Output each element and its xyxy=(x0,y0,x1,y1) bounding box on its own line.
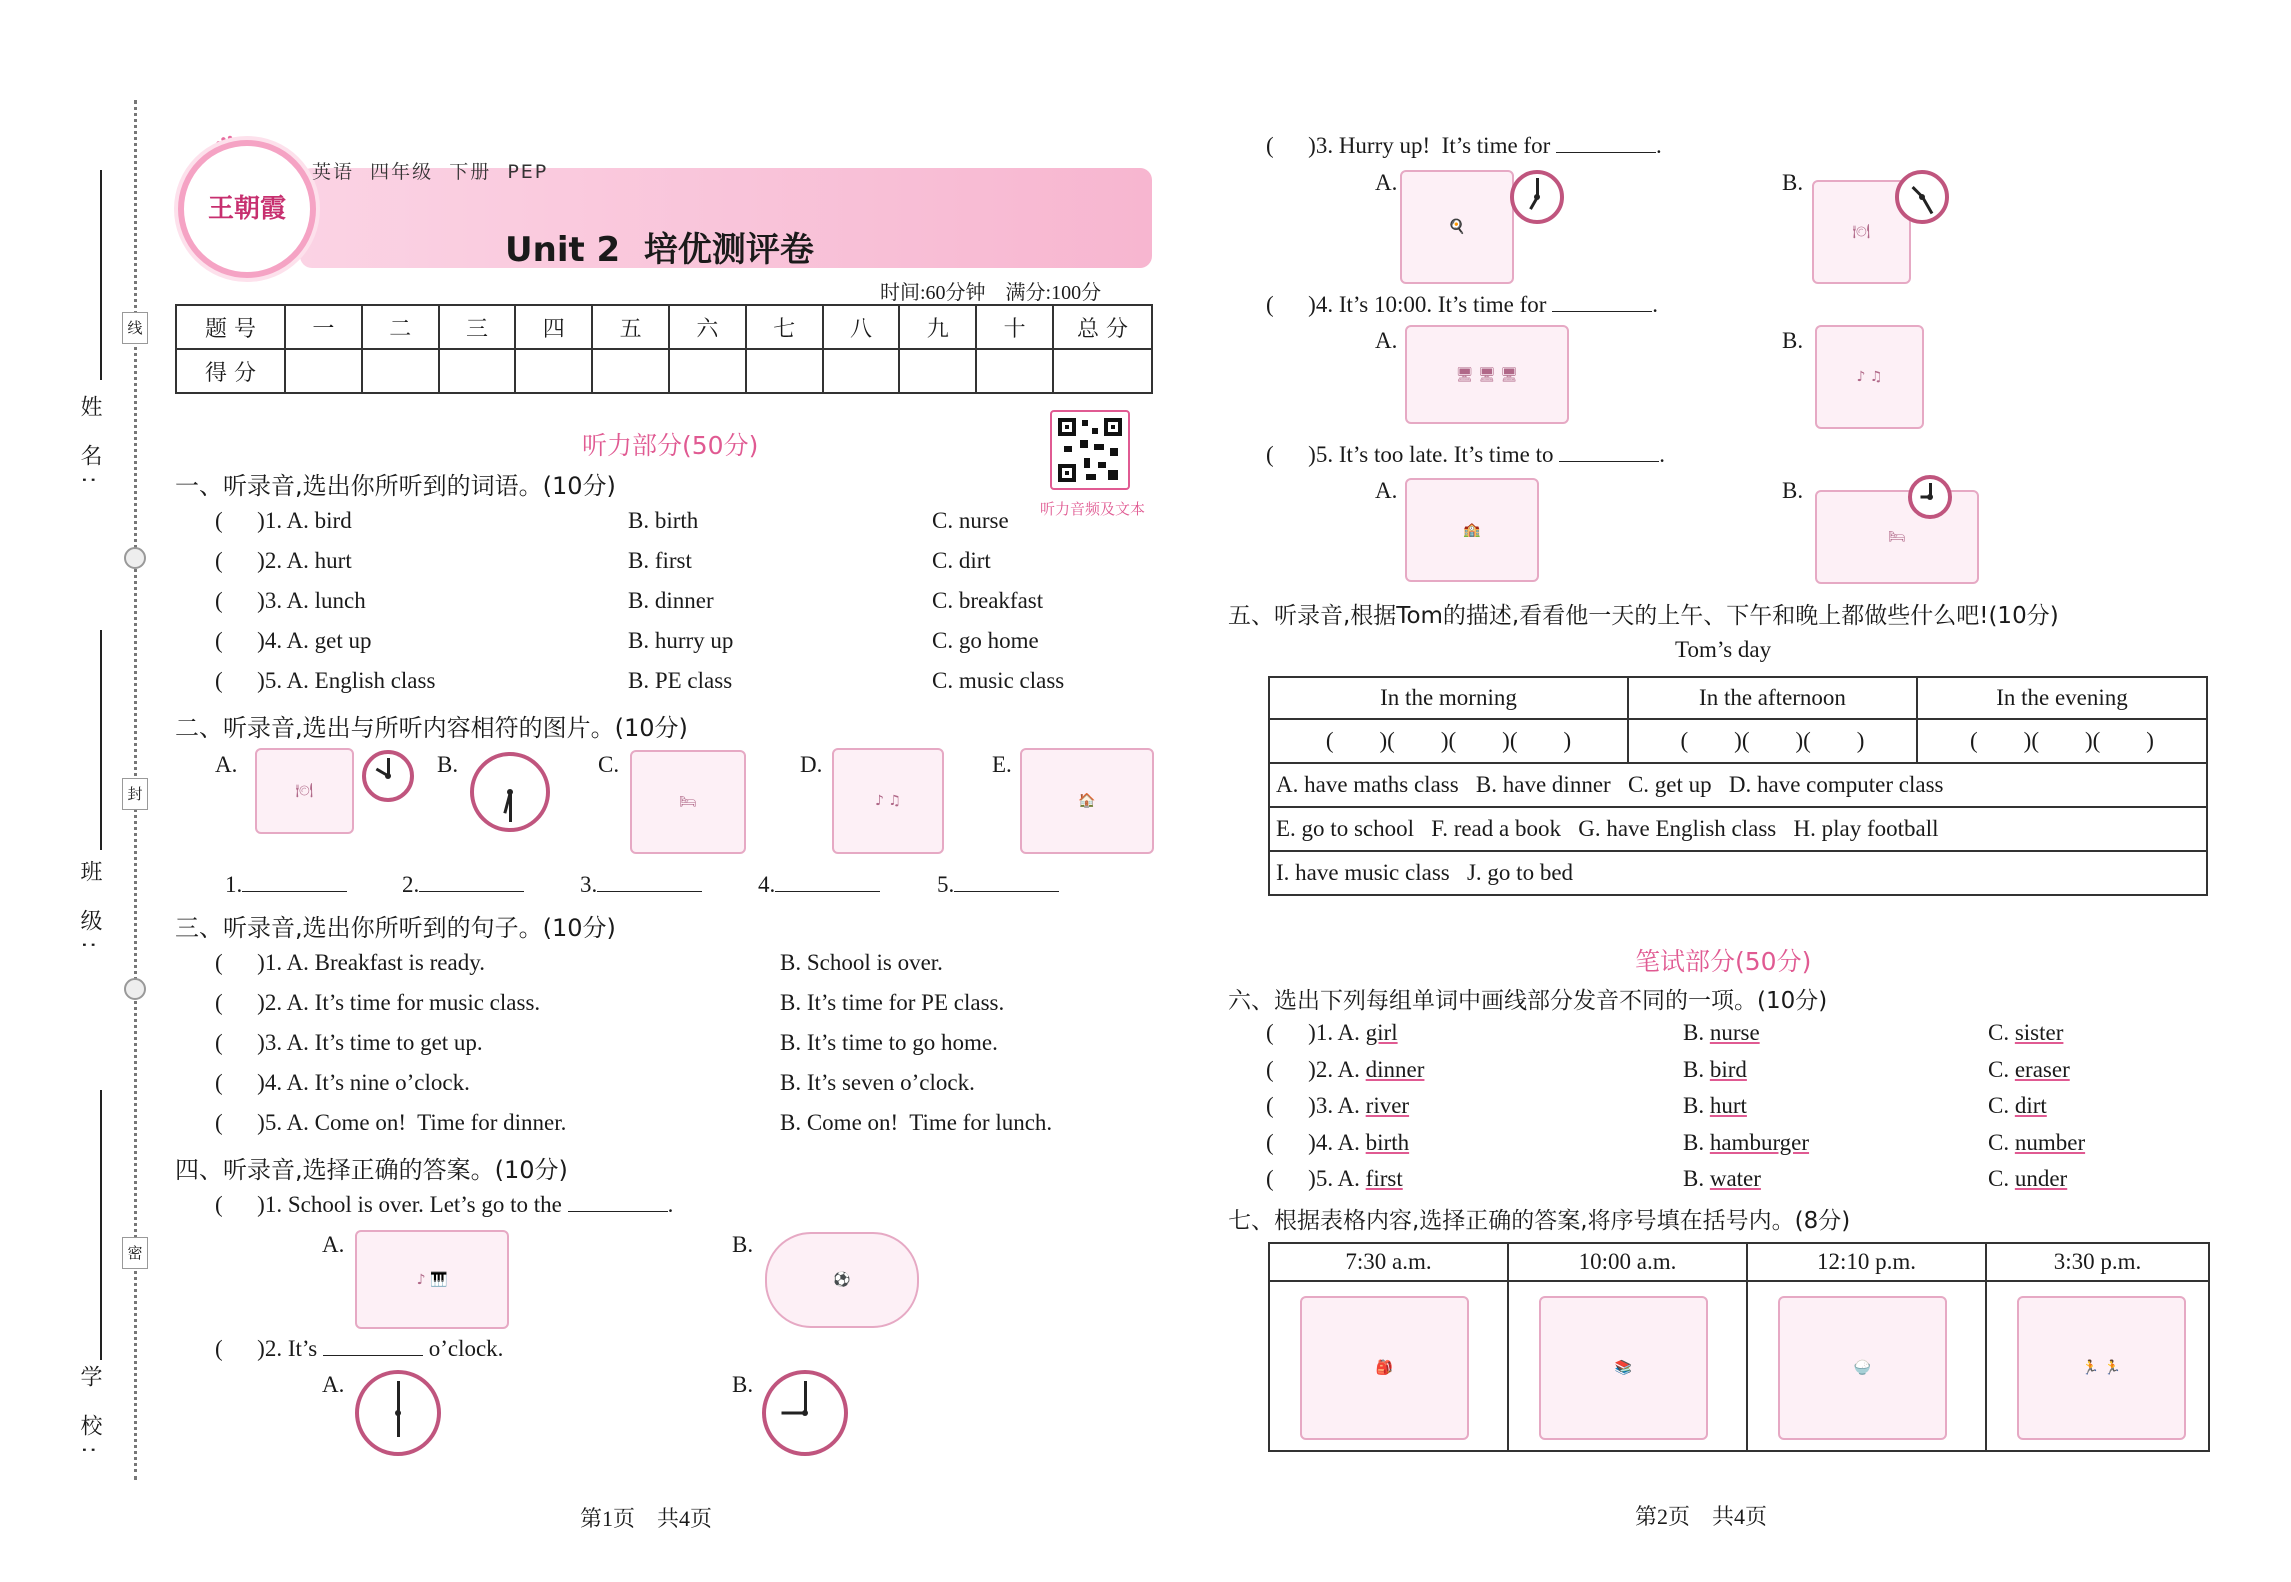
picture-boy-lunch: 🍚 xyxy=(1778,1296,1947,1440)
s5-caption: Tom’s day xyxy=(1675,637,1772,662)
name-label: 姓 名: xyxy=(77,395,102,494)
clock-icon xyxy=(762,1370,848,1456)
clock-icon xyxy=(355,1370,441,1456)
s1-option: B. PE class xyxy=(628,668,733,693)
seal-mark-feng: 封 xyxy=(122,778,148,810)
section-3-title: 三、听录音,选出你所听到的句子。(10分) xyxy=(175,914,616,942)
score-cell[interactable] xyxy=(439,349,516,393)
answer-afternoon[interactable]: ( )( )( ) xyxy=(1628,719,1917,763)
score-cell[interactable] xyxy=(515,349,592,393)
s4-q4: ( )4. It’s 10:00. It’s time for . xyxy=(1266,292,1658,317)
written-section-header: 笔试部分(50分) xyxy=(1635,947,1812,976)
score-cell[interactable] xyxy=(362,349,439,393)
s4-q5-b: B. xyxy=(1782,478,1804,503)
option-row: E. go to school F. read a book G. have English class H. play football xyxy=(1269,807,2207,851)
s2-blank: 2. xyxy=(402,872,524,898)
col-afternoon: In the afternoon xyxy=(1628,677,1917,719)
qr-frame[interactable] xyxy=(1050,410,1130,490)
s4-q5-a: A. xyxy=(1375,478,1398,503)
s6-item: ( )5. A. first xyxy=(1266,1166,1403,1191)
s2-blank: 1. xyxy=(225,872,347,898)
section-7-title: 七、根据表格内容,选择正确的答案,将序号填在括号内。(8分) xyxy=(1228,1208,1851,1234)
school-line xyxy=(100,1090,102,1360)
s3-option: B. It’s time for PE class. xyxy=(780,990,1005,1015)
answer-blank[interactable] xyxy=(419,891,524,892)
s4-q2: ( )2. It’s o’clock. xyxy=(215,1336,504,1361)
section-2-title: 二、听录音,选出与所听内容相符的图片。(10分) xyxy=(175,714,688,742)
section-1-title: 一、听录音,选出你所听到的词语。(10分) xyxy=(175,472,616,500)
class-label: 班 级: xyxy=(77,860,102,959)
score-cell[interactable] xyxy=(285,349,362,393)
s6-option: C. number xyxy=(1988,1130,2086,1155)
picture-kids-running: 🏃 🏃 xyxy=(2017,1296,2186,1440)
s4-q5: ( )5. It’s too late. It’s time to . xyxy=(1266,442,1665,467)
score-cell[interactable] xyxy=(976,349,1053,393)
score-header: 总 分 xyxy=(1053,305,1152,349)
scene-cell xyxy=(1986,1281,2209,1451)
s6-item: ( )1. A. girl xyxy=(1266,1020,1398,1045)
s1-option: C. dirt xyxy=(932,548,991,573)
section-6-title: 六、选出下列每组单词中画线部分发音不同的一项。(10分) xyxy=(1228,988,1828,1014)
qr-caption: 听力音频及文本 xyxy=(1040,500,1146,518)
clock-icon xyxy=(1510,170,1564,224)
picture-music-blackboard: ♪ ♫ xyxy=(1815,325,1924,429)
score-row-label: 得 分 xyxy=(176,349,285,393)
s4-q1-a: A. xyxy=(322,1232,345,1257)
picture-boy-library: 📚 xyxy=(1539,1296,1708,1440)
picture-playground: ⚽ xyxy=(765,1232,919,1328)
qr-code-icon xyxy=(1058,418,1122,482)
binding-hole-icon xyxy=(124,978,146,1000)
toms-day-table xyxy=(1268,676,2208,896)
score-header: 五 xyxy=(592,305,669,349)
answer-morning[interactable]: ( )( )( )( ) xyxy=(1269,719,1628,763)
time-cell: 7:30 a.m. xyxy=(1269,1243,1508,1281)
answer-blank[interactable] xyxy=(242,891,347,892)
s1-option: C. go home xyxy=(932,628,1039,653)
s4-q2-b: B. xyxy=(732,1372,754,1397)
option-row: I. have music class J. go to bed xyxy=(1269,851,2207,895)
score-cell[interactable] xyxy=(823,349,900,393)
s2-option-label: C. xyxy=(598,752,620,777)
answer-blank[interactable] xyxy=(1556,152,1656,153)
answer-blank[interactable] xyxy=(775,891,880,892)
picture-boy-eating: 🍳 xyxy=(1400,170,1514,284)
s2-blank: 4. xyxy=(758,872,880,898)
s3-item: ( )1. A. Breakfast is ready. xyxy=(215,950,485,975)
s2-option-label: A. xyxy=(215,752,238,777)
score-header: 九 xyxy=(899,305,976,349)
s6-option: B. bird xyxy=(1683,1057,1747,1082)
page-number-2: 第2页 共4页 xyxy=(1635,1504,1768,1529)
s4-q3: ( )3. Hurry up! It’s time for . xyxy=(1266,133,1662,158)
picture-boy-to-school: 🎒 xyxy=(1300,1296,1469,1440)
answer-blank[interactable] xyxy=(568,1211,668,1212)
answer-evening[interactable]: ( )( )( ) xyxy=(1917,719,2207,763)
s3-option: B. Come on! Time for lunch. xyxy=(780,1110,1053,1135)
section-5-title: 五、听录音,根据Tom的描述,看看他一天的上午、下午和晚上都做些什么吧!(10分) xyxy=(1228,603,2059,629)
answer-blank[interactable] xyxy=(1552,311,1652,312)
score-header: 三 xyxy=(439,305,516,349)
picture-computer-class: 🖥 🖥 🖥 xyxy=(1405,325,1569,424)
s6-item: ( )2. A. dinner xyxy=(1266,1057,1425,1082)
score-cell[interactable] xyxy=(592,349,669,393)
s3-item: ( )3. A. It’s time to get up. xyxy=(215,1030,483,1055)
s3-item: ( )2. A. It’s time for music class. xyxy=(215,990,541,1015)
score-cell[interactable] xyxy=(1053,349,1152,393)
picture-music-class: ♪ ♫ xyxy=(832,748,944,854)
binding-hole-icon xyxy=(124,547,146,569)
time-cell: 10:00 a.m. xyxy=(1508,1243,1747,1281)
score-header: 四 xyxy=(515,305,592,349)
answer-blank[interactable] xyxy=(597,891,702,892)
s1-item: ( )5. A. English class xyxy=(215,668,436,693)
subject-tags: 英语 四年级 下册 PEP xyxy=(312,161,549,183)
s6-option: B. hamburger xyxy=(1683,1130,1810,1155)
s1-option: B. hurry up xyxy=(628,628,734,653)
brand-logo: 王朝霞 xyxy=(178,140,316,278)
s6-item: ( )4. A. birth xyxy=(1266,1130,1410,1155)
seal-mark-mi: 密 xyxy=(122,1237,148,1269)
score-header: 八 xyxy=(823,305,900,349)
s3-item: ( )5. A. Come on! Time for dinner. xyxy=(215,1110,567,1135)
score-cell[interactable] xyxy=(899,349,976,393)
scene-cell xyxy=(1269,1281,1508,1451)
s6-option: C. under xyxy=(1988,1166,2068,1191)
s1-option: B. birth xyxy=(628,508,699,533)
score-header: 七 xyxy=(746,305,823,349)
s1-item: ( )3. A. lunch xyxy=(215,588,366,613)
answer-blank[interactable] xyxy=(1559,461,1659,462)
s2-blank: 5. xyxy=(937,872,1059,898)
clock-icon xyxy=(1895,170,1949,224)
s2-option-label: B. xyxy=(437,752,459,777)
s6-item: ( )3. A. river xyxy=(1266,1093,1410,1118)
section-4-title: 四、听录音,选择正确的答案。(10分) xyxy=(175,1156,568,1184)
score-cell[interactable] xyxy=(669,349,746,393)
s4-q4-a: A. xyxy=(1375,328,1398,353)
seal-mark-xian: 线 xyxy=(122,312,148,344)
picture-girl-school: 🏫 xyxy=(1405,478,1539,582)
s6-option: B. water xyxy=(1683,1166,1761,1191)
school-label: 学 校: xyxy=(77,1365,102,1464)
col-morning: In the morning xyxy=(1269,677,1628,719)
scene-cell xyxy=(1747,1281,1986,1451)
score-table xyxy=(175,304,1153,394)
score-header: 一 xyxy=(285,305,362,349)
clock-icon xyxy=(362,750,414,802)
class-line xyxy=(100,630,102,850)
time-cell: 3:30 p.m. xyxy=(1986,1243,2209,1281)
s1-item: ( )2. A. hurt xyxy=(215,548,352,573)
s3-option: B. School is over. xyxy=(780,950,943,975)
s6-option: B. hurt xyxy=(1683,1093,1747,1118)
s4-q1-b: B. xyxy=(732,1232,754,1257)
s1-option: B. first xyxy=(628,548,692,573)
s6-option: C. dirt xyxy=(1988,1093,2047,1118)
scene-cell xyxy=(1508,1281,1747,1451)
page-title: Unit 2 培优测评卷 xyxy=(505,230,814,270)
s2-option-label: E. xyxy=(992,752,1012,777)
s6-option: C. sister xyxy=(1988,1020,2064,1045)
s1-option: C. nurse xyxy=(932,508,1009,533)
picture-girl-dinner: 🍽 xyxy=(1812,180,1911,284)
s3-item: ( )4. A. It’s nine o’clock. xyxy=(215,1070,470,1095)
picture-boy-waking: 🛏 xyxy=(630,750,746,854)
picture-family-dinner: 🍽 xyxy=(255,748,354,834)
s4-q3-a: A. xyxy=(1375,170,1398,195)
s3-option: B. It’s seven o’clock. xyxy=(780,1070,975,1095)
clock-icon xyxy=(1908,475,1952,519)
picture-go-home: 🏠 xyxy=(1020,748,1154,854)
s4-q1: ( )1. School is over. Let’s go to the . xyxy=(215,1192,674,1217)
s1-option: C. music class xyxy=(932,668,1065,693)
score-header: 十 xyxy=(976,305,1053,349)
s1-item: ( )4. A. get up xyxy=(215,628,372,653)
page-number-1: 第1页 共4页 xyxy=(580,1506,713,1531)
clock-icon xyxy=(470,752,550,832)
score-header: 六 xyxy=(669,305,746,349)
s4-q4-b: B. xyxy=(1782,328,1804,353)
s2-blank: 3. xyxy=(580,872,702,898)
name-line xyxy=(100,170,102,380)
s3-option: B. It’s time to go home. xyxy=(780,1030,998,1055)
s4-q2-a: A. xyxy=(322,1372,345,1397)
time-cell: 12:10 p.m. xyxy=(1747,1243,1986,1281)
s1-item: ( )1. A. bird xyxy=(215,508,352,533)
s2-option-label: D. xyxy=(800,752,823,777)
s6-option: C. eraser xyxy=(1988,1057,2070,1082)
answer-blank[interactable] xyxy=(954,891,1059,892)
option-row: A. have maths class B. have dinner C. get up D. have computer class xyxy=(1269,763,2207,807)
col-evening: In the evening xyxy=(1917,677,2207,719)
listening-section-header: 听力部分(50分) xyxy=(582,431,759,460)
s4-q3-b: B. xyxy=(1782,170,1804,195)
score-header: 二 xyxy=(362,305,439,349)
time-info: 时间:60分钟 满分:100分 xyxy=(880,282,1102,304)
schedule-table xyxy=(1268,1242,2210,1452)
s6-option: B. nurse xyxy=(1683,1020,1760,1045)
picture-music-room: ♪ 🎹 xyxy=(355,1230,509,1329)
answer-blank[interactable] xyxy=(323,1355,423,1356)
picture-girl-in-bed: 🛏 xyxy=(1815,490,1979,584)
score-cell[interactable] xyxy=(746,349,823,393)
s1-option: C. breakfast xyxy=(932,588,1044,613)
s1-option: B. dinner xyxy=(628,588,714,613)
score-header: 题 号 xyxy=(176,305,285,349)
